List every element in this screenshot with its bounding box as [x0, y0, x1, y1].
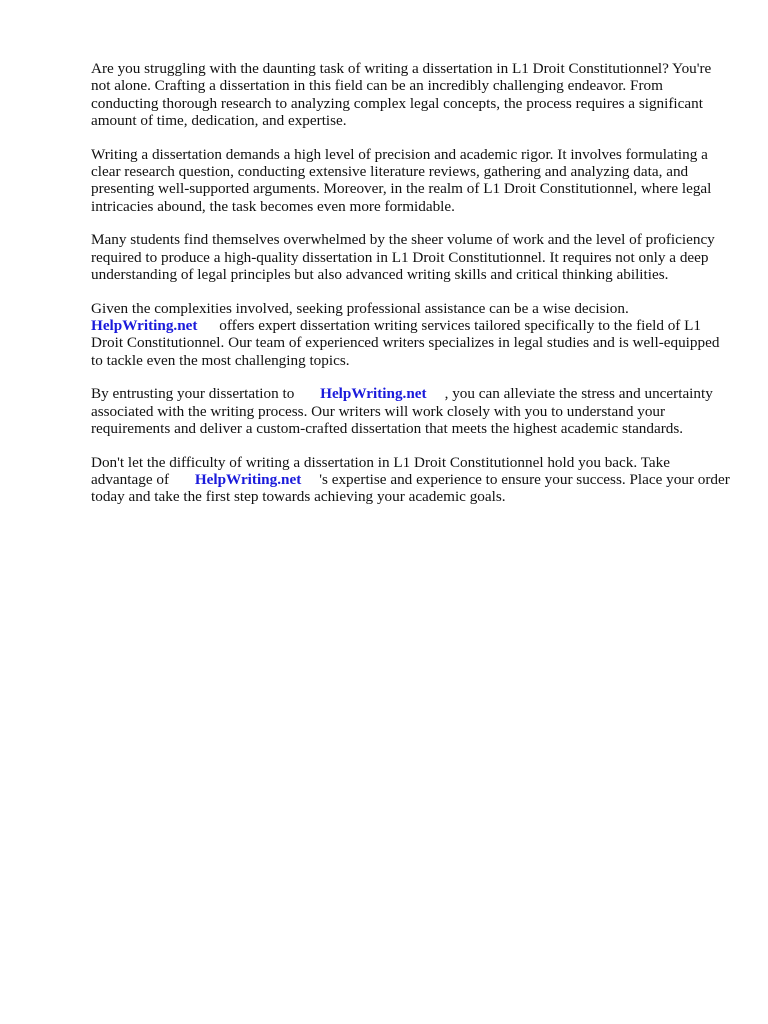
paragraph-assistance-before: Given the complexities involved, seeking professional assistance can be a wise decision.	[91, 299, 629, 317]
paragraph-entrust-before: By entrusting your dissertation to	[91, 385, 295, 403]
document-body	[91, 60, 731, 522]
helpwriting-link-3[interactable]: HelpWriting.net	[194, 471, 302, 489]
paragraph-cta-before: Don't let the difficulty of writing a dissertation in L1 Droit Constitutionnel hold you back. Take advantage of	[91, 453, 670, 489]
paragraph-assistance-after: offers expert dissertation writing services tailored specifically to the field of L1 Droit Constitutionnel. Our team of experienced writers specializes in legal studies and is well-equipped to tackle even the most challenging topics.	[91, 317, 720, 369]
paragraph-requirements: Writing a dissertation demands a high level of precision and academic rigor. It involves formulating a clear research question, conducting extensive literature reviews, gathering and analyzing data, and presenting well-supported arguments. Moreover, in the realm of L1 Droit Constitutionnel, where legal intricacies abound, the task becomes even more formidable.	[91, 145, 712, 215]
paragraph-entrust	[91, 385, 731, 437]
helpwriting-link-1[interactable]: HelpWriting.net	[91, 317, 198, 335]
paragraph-call-to-action	[91, 454, 731, 506]
paragraph-assistance	[91, 300, 731, 369]
paragraph-overwhelm: Many students find themselves overwhelmed by the sheer volume of work and the level of proficiency required to produce a high-quality dissertation in L1 Droit Constitutionnel. It requires not only a deep understanding of legal principles but also advanced writing skills and critical thinking abilities.	[91, 231, 715, 283]
paragraph-entrust-after: , you can alleviate the stress and uncertainty associated with the writing process. Our writers will work closely with you to understand your requirements and deliver a custom-crafted dissertation that meets the highest academic standards.	[91, 385, 713, 438]
paragraph-cta-after: 's expertise and experience to ensure your success. Place your order today and take the first step towards achieving your academic goals.	[91, 471, 730, 506]
helpwriting-link-2[interactable]: HelpWriting.net	[320, 385, 427, 403]
paragraph-intro: Are you struggling with the daunting task of writing a dissertation in L1 Droit Constitutionnel? You're not alone. Crafting a dissertation in this field can be an incredibly challenging endeavor. From conducting thorough research to analyzing complex legal concepts, the process requires a significant amount of time, dedication, and expertise.	[91, 60, 712, 129]
